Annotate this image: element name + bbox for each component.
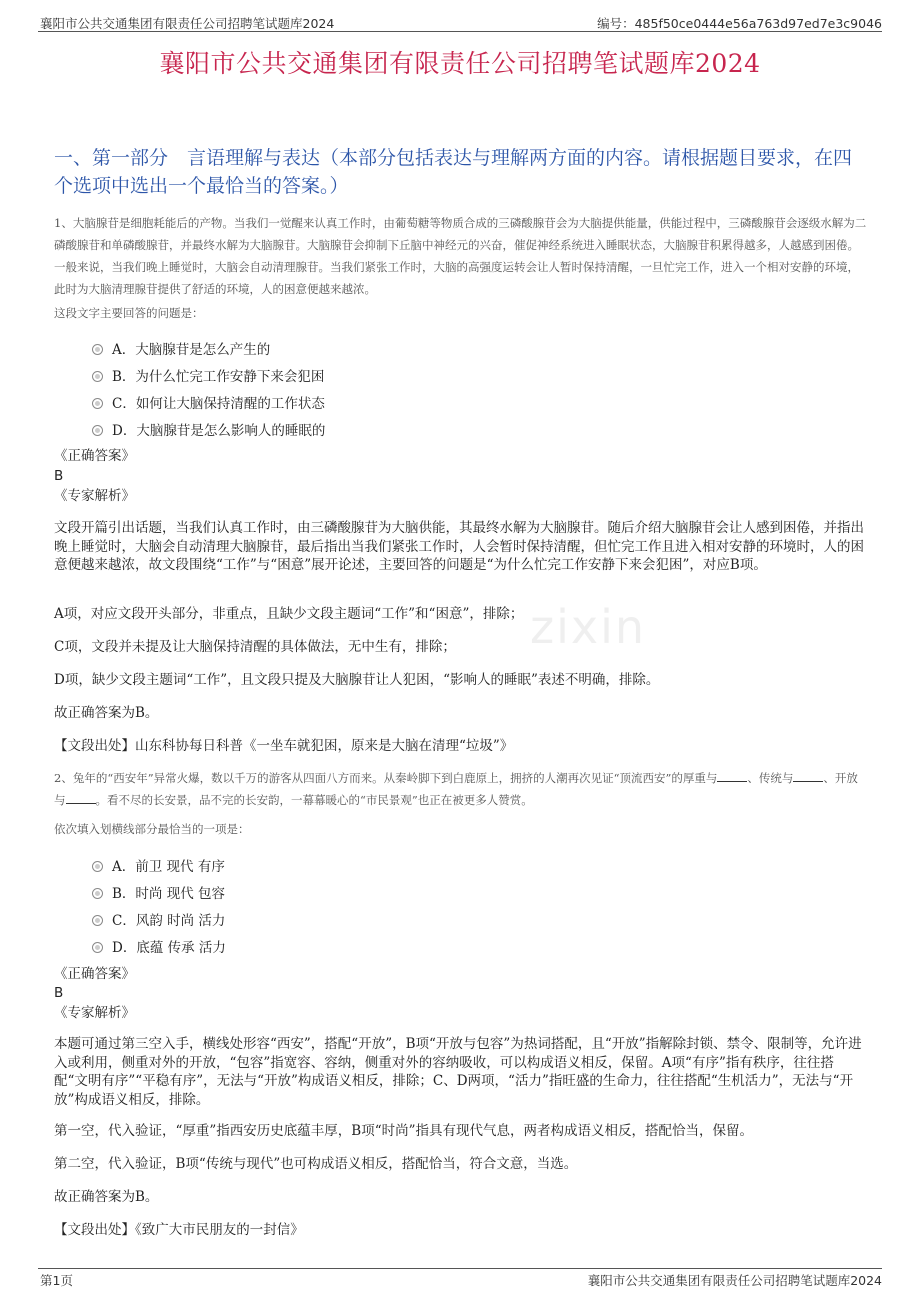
question-2-options [92, 851, 226, 959]
analysis-paragraph: C项，文段并未提及让大脑保持清醒的具体做法，无中生有，排除； [54, 639, 456, 655]
radio-icon[interactable] [92, 425, 103, 436]
answer-value: B [54, 985, 64, 1001]
header-divider [38, 31, 882, 32]
watermark: zixin [530, 600, 647, 654]
question-1-prompt: 这段文字主要回答的问题是： [54, 306, 204, 320]
analysis-conclusion: 故正确答案为B。 [54, 1189, 159, 1205]
analysis-paragraph: D项，缺少文段主题词“工作”，且文段只提及大脑腺苷让人犯困，“影响人的睡眠”表述不明确，排除。 [54, 672, 660, 688]
option-d[interactable]: D．大脑腺苷是怎么影响人的睡眠的 [92, 415, 325, 442]
answer-value: B [54, 468, 64, 484]
question-1-text: 1、大脑腺苷是细胞耗能后的产物。当我们一觉醒来认真工作时，由葡萄糖等物质合成的三磷酸腺苷会为大脑提供能量，供能过程中，三磷酸腺苷会逐级水解为二磷酸腺苷和单磷酸腺苷，并最终水解为大脑腺苷。大脑腺苷会抑制下丘脑中神经元的兴奋，催促神经系统进入睡眠状态，大脑腺苷积累得越多，人越感到困倦。一般来说，当我们晚上睡觉时，大脑会自动清理腺苷。当我们紧张工作时，大脑的高强度运转会让人暂时保持清醒，一旦忙完工作，进入一个相对安静的环境，此时为大脑清理腺苷提供了舒适的环境，人的困意便越来越浓。 [54, 216, 867, 296]
fill-blank[interactable] [717, 770, 747, 782]
source-citation: 【文段出处】《致广大市民朋友的一封信》 [54, 1222, 304, 1238]
option-b[interactable]: B．时尚 现代 包容 [92, 878, 226, 905]
section-heading: 一、第一部分 言语理解与表达（本部分包括表达与理解两方面的内容。请根据题目要求，在四个选项中选出一个最恰当的答案。） [54, 147, 853, 197]
page-number: 第1页 [40, 1273, 73, 1288]
answer-label: 《正确答案》 [54, 448, 135, 464]
radio-icon[interactable] [92, 398, 103, 409]
fill-blank[interactable] [793, 770, 823, 782]
analysis-paragraph: 本题可通过第三空入手，横线处形容“西安”，搭配“开放”，B项“开放与包容”为热词搭配，且“开放”指解除封锁、禁令、限制等，允许进入或利用，侧重对外的开放，“包容”指宽容、容纳，侧重对外的容纳吸收，可以构成语义相反，保留。A项“有序”指有秩序，往往搭配“文明有序”“平稳有序”，无法与“开放”构成语义相反，排除；C、D两项，“活力”指旺盛的生命力，往往搭配“生机活力”，无法与“开放”构成语义相反，排除。 [54, 1036, 862, 1108]
question-2-text: 2、兔年的“西安年”异常火爆，数以千万的游客从四面八方而来。从秦岭脚下到白鹿原上，拥挤的人潮再次见证“顶流西安”的厚重与 、传统与 、开放与 。看不尽的长安景，品不完的长安韵，一幕幕暖心的“市民景观”也正在被更多人赞赏。 [54, 771, 858, 807]
question-1-options [92, 334, 325, 442]
radio-icon[interactable] [92, 371, 103, 382]
analysis-paragraph: 第二空，代入验证，B项“传统与现代”也可构成语义相反，搭配恰当，符合文意，当选。 [54, 1156, 578, 1172]
analysis-label: 《专家解析》 [54, 1005, 135, 1021]
radio-icon[interactable] [92, 861, 103, 872]
analysis-paragraph: 第一空，代入验证，“厚重”指西安历史底蕴丰厚，B项“时尚”指具有现代气息，两者构成语义相反，搭配恰当，保留。 [54, 1123, 754, 1139]
footer-title: 襄阳市公共交通集团有限责任公司招聘笔试题库2024 [587, 1273, 882, 1288]
option-c[interactable]: C．如何让大脑保持清醒的工作状态 [92, 388, 325, 415]
analysis-label: 《专家解析》 [54, 488, 135, 504]
fill-blank[interactable] [66, 792, 96, 804]
question-2-prompt: 依次填入划横线部分最恰当的一项是： [54, 822, 250, 836]
analysis-paragraph: A项，对应文段开头部分，非重点，且缺少文段主题词“工作”和“困意”，排除； [54, 606, 524, 622]
option-c[interactable]: C．风韵 时尚 活力 [92, 905, 226, 932]
answer-label: 《正确答案》 [54, 966, 135, 982]
radio-icon[interactable] [92, 915, 103, 926]
footer-divider [38, 1268, 882, 1269]
document-title: 襄阳市公共交通集团有限责任公司招聘笔试题库2024 [159, 49, 761, 78]
analysis-paragraph: 文段开篇引出话题，当我们认真工作时，由三磷酸腺苷为大脑供能，其最终水解为大脑腺苷。随后介绍大脑腺苷会让人感到困倦，并指出晚上睡觉时，大脑会自动清理大脑腺苷，最后指出当我们紧张工作时，人会暂时保持清醒，但忙完工作且进入相对安静的环境时，人的困意便越来越浓，故文段围绕“工作”与“困意”展开论述，主要回答的问题是“为什么忙完工作安静下来会犯困”，对应B项。 [54, 520, 864, 573]
radio-icon[interactable] [92, 942, 103, 953]
radio-icon[interactable] [92, 888, 103, 899]
page-header [38, 12, 882, 30]
analysis-conclusion: 故正确答案为B。 [54, 705, 159, 721]
header-title: 襄阳市公共交通集团有限责任公司招聘笔试题库2024 [40, 16, 335, 31]
option-a[interactable]: A．前卫 现代 有序 [92, 851, 226, 878]
radio-icon[interactable] [92, 344, 103, 355]
option-d[interactable]: D．底蕴 传承 活力 [92, 932, 226, 959]
option-a[interactable]: A．大脑腺苷是怎么产生的 [92, 334, 325, 361]
source-citation: 【文段出处】山东科协每日科普《一坐车就犯困，原来是大脑在清理“垃圾”》 [54, 738, 514, 754]
option-b[interactable]: B．为什么忙完工作安静下来会犯困 [92, 361, 325, 388]
header-doc-number: 编号：485f50ce0444e56a763d97ed7e3c9046 [597, 16, 882, 31]
